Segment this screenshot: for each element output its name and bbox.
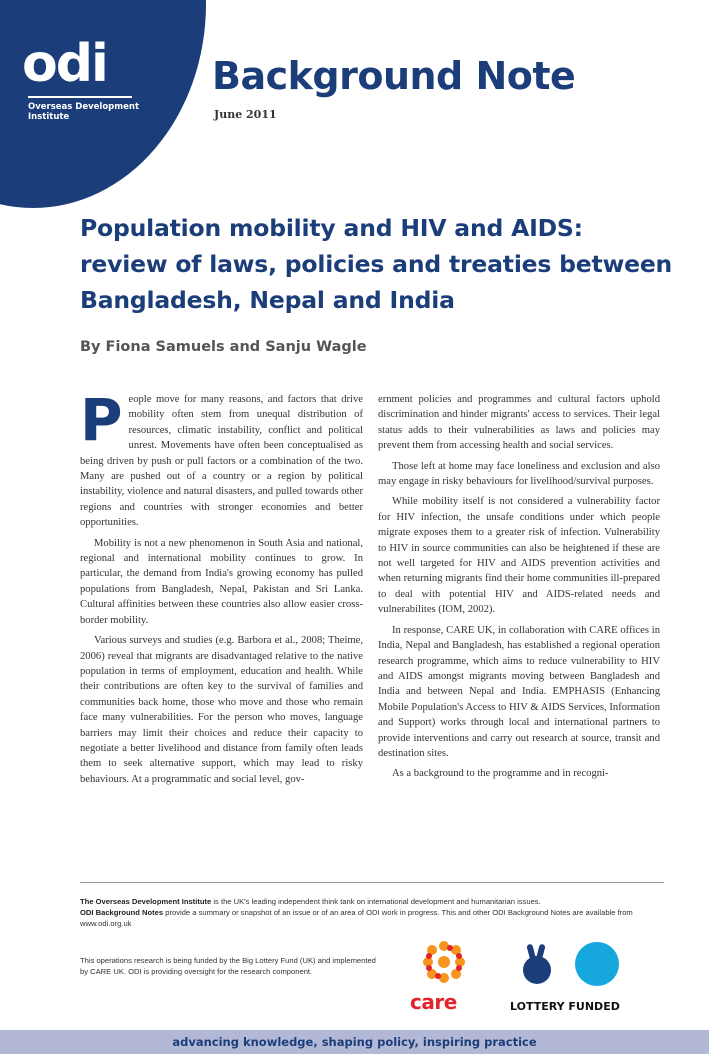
tagline-band: advancing knowledge, shaping policy, inspiring practice xyxy=(0,1030,709,1054)
series-title: Background Note xyxy=(212,54,576,98)
title-line-3: Bangladesh, Nepal and India xyxy=(80,286,455,314)
footer-about xyxy=(80,896,670,929)
body-paragraph: While mobility itself is not considered a vulnerability factor for HIV infection, the unsafe conditions under which people migrate exposes them to a greater risk of infection. Vulnerability to HIV in source communities can also be heightened if these are not well targeted for HIV and AIDS prevention activities and when returning migrants find their home communities ill-prepared to deal with potential HIV and AIDS-related needs and vulnerabilites (IOM, 2002). xyxy=(378,496,660,616)
care-sunburst-icon xyxy=(423,941,465,983)
big-lottery-fund-badge-icon xyxy=(575,942,619,986)
footer-org-name: The Overseas Development Institute xyxy=(80,897,212,906)
body-paragraph: In response, CARE UK, in collaboration with CARE offices in India, Nepal and Bangladesh, has established a regional operation research programme, which aims to reduce vulnerability to HIV and AIDS amongst migrants moving between Bangladesh and India and between Nepal and India. EMPHASIS (Enhancing Mobile Population's Access to HIV & AIDS Services, Information and Support) works through local and international partners to provide interventions and carry out research at source, transit and destination sites. xyxy=(378,624,660,759)
body-paragraph xyxy=(80,386,363,531)
footer-about-text: is the UK's leading independent think tank on international development and humanitarian issues. xyxy=(211,897,541,906)
footer-notes-name: ODI Background Notes xyxy=(80,908,164,917)
lottery-funded-label: LOTTERY FUNDED xyxy=(510,1000,620,1013)
document-title xyxy=(80,210,680,318)
body-paragraph: As a background to the programme and in recogni- xyxy=(392,768,609,780)
lottery-crossed-fingers-icon xyxy=(523,944,551,984)
odi-logo[interactable] xyxy=(22,34,142,122)
drop-cap: P xyxy=(80,386,123,454)
title-line-2: review of laws, policies and treaties between xyxy=(80,250,673,278)
care-logo-label: care xyxy=(410,990,457,1014)
body-column-right xyxy=(378,392,660,787)
logo-org-line2: Institute xyxy=(28,112,70,122)
footer-divider xyxy=(80,882,664,883)
footer-notes-line xyxy=(80,907,670,929)
body-paragraph: ernment policies and programmes and cultural factors uphold discrimination and hinder migrants' access to services. Their legal status adds to their vulnerabilities as laws and policies may prevent them from accessing health and social services. xyxy=(378,394,660,452)
body-paragraph: Those left at home may face loneliness and exclusion and also may engage in risky behaviours for livelihood/survival purposes. xyxy=(378,460,660,488)
footer-notes-text[interactable]: provide a summary or snapshot of an issue or of an area of ODI work in progress. This and other ODI Background Notes are available from www.odi.org.uk xyxy=(80,908,633,928)
publication-date: June 2011 xyxy=(214,108,277,121)
big-lottery-logo-icon xyxy=(515,940,625,990)
odi-logo-wordmark: odi xyxy=(22,34,107,94)
title-line-1: Population mobility and HIV and AIDS: xyxy=(80,214,583,242)
footer-funding-note: This operations research is being funded by the Big Lottery Fund (UK) and implemented by CARE UK. ODI is providing oversight for the research component. xyxy=(80,956,376,976)
byline: By Fiona Samuels and Sanju Wagle xyxy=(80,339,367,355)
logo-org-line1: Overseas Development xyxy=(28,102,140,112)
body-column-left xyxy=(80,386,363,792)
body-paragraph: Various surveys and studies (e.g. Barbora et al., 2008; Theime, 2006) reveal that migrants are disadvantaged relative to the native population in terms of employment, education and health. While their contributions are often key to the survival of families and communities back home, those who move and those who remain face many vulnerabilities. For the person who moves, language barriers may limit their choices and reduce their capacity to negotiate a better livelihood and distance from family often leads them to seek alternative support, which may lead to risky behaviours. At a programmatic and social level, gov- xyxy=(80,635,363,785)
paragraph-text: eople move for many reasons, and factors that drive mobility often stem from unequal distribution of resources, climatic instability, conflict and political unrest. Movements have often been conceptualised as being driven by push or pull factors or a combination of the two. Many are pushed out of a country or a region by political instability, violence and natural disasters, and pulled towards other regions and countries with stronger economies and better opportunities. xyxy=(80,394,363,529)
logo-divider xyxy=(28,96,132,98)
footer-about-line xyxy=(80,896,670,907)
body-paragraph: Mobility is not a new phenomenon in South Asia and national, regional and international mobility continues to grow. In particular, the demand from India's growing economy has pulled populations from Bangladesh, Nepal, Pakistan and Sri Lanka. Cultural affinities between these countries also allow easier cross-border mobility. xyxy=(80,537,363,626)
